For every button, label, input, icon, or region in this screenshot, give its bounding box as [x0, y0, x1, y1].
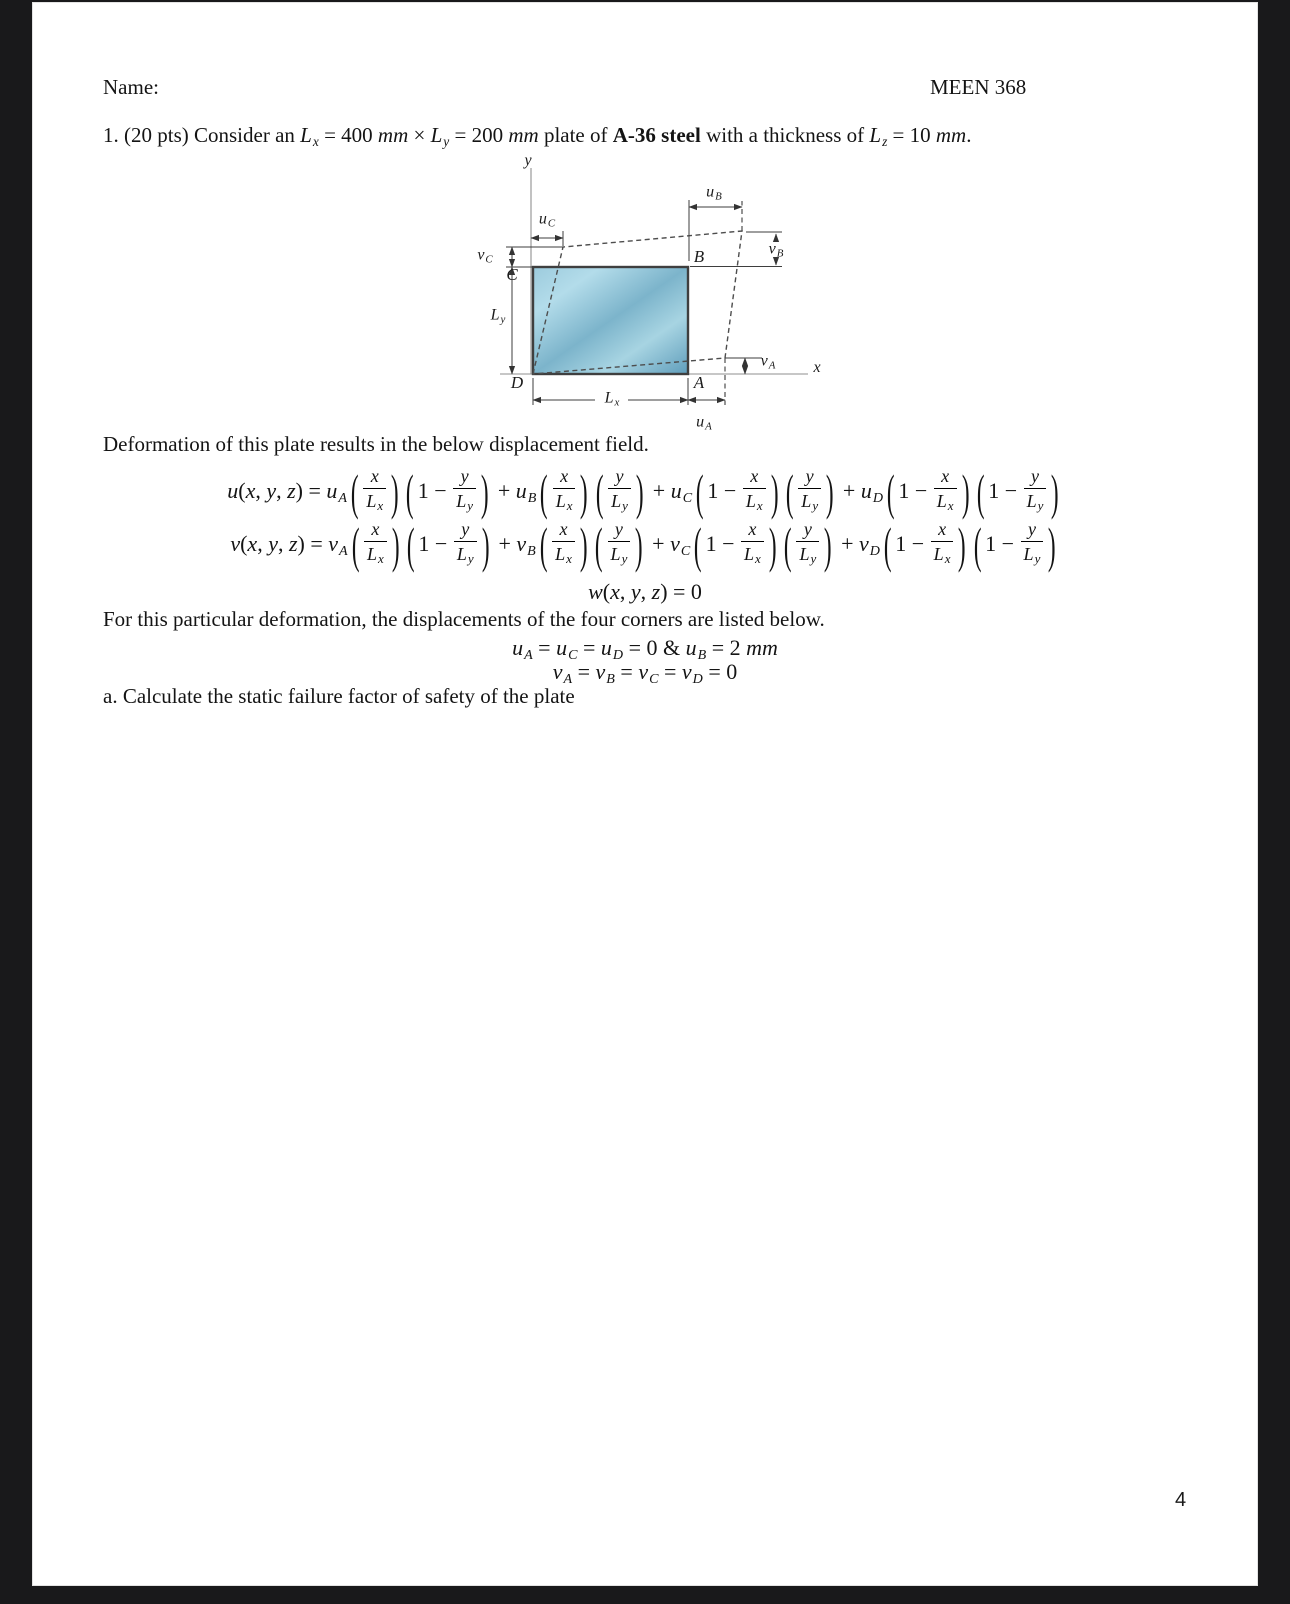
- course-code: MEEN 368: [930, 75, 1027, 99]
- x-axis-label: x: [813, 359, 821, 376]
- problem-statement: 1. (20 pts) Consider an Lx = 400 mm × Ly = 200 mm plate of A-36 steel with a thickness of Lz = 10 mm.: [103, 123, 972, 150]
- plate-deformation-figure: [440, 152, 840, 437]
- displacement-eq-u: u(x, y, z) = uA ( $\frac{x}{L_x}$ ) ( 1 − $\frac{y}{L_y}$ ) + uB ( $\frac{x}{L_x}$ ) ( $\frac{y}{L_y}$ ) + uC ( 1 − $\frac{x}{L_x}$ ) ( $\frac{y}{L_y}$ ) + uD ( 1 − $\frac{x}{L_x}$ ) ( 1 − $\frac{y}{L_y}$ ): [227, 463, 1059, 520]
- document-page: [33, 3, 1257, 1585]
- ly-label: $L_y$: [490, 306, 506, 326]
- uc-label: $u_C$: [538, 210, 556, 230]
- corners-intro: For this particular deformation, the displacements of the four corners are listed below.: [103, 607, 825, 631]
- corner-displacements-v: vA = vB = vC = vD = 0: [552, 659, 738, 688]
- corner-label-d: D: [510, 373, 524, 392]
- corner-label-b: B: [693, 247, 705, 266]
- ua-label: $u_A$: [696, 413, 712, 433]
- va-label: $v_A$: [760, 352, 776, 372]
- corner-displacements-u: uA = uC = uD = 0 & uB = 2 mm: [512, 635, 778, 664]
- page-number: 4: [1175, 1489, 1187, 1511]
- ub-label: $u_B$: [706, 183, 722, 203]
- y-axis-label: y: [524, 152, 532, 169]
- lx-label: $L_x$: [604, 389, 620, 409]
- part-a-question: a. Calculate the static failure factor of safety of the plate: [103, 684, 575, 708]
- corner-label-a: A: [693, 373, 705, 392]
- plate-rect: [533, 267, 688, 374]
- deformation-intro: Deformation of this plate results in the below displacement field.: [103, 432, 649, 456]
- name-label: Name:: [103, 75, 159, 99]
- displacement-eq-w: w(x, y, z) = 0: [588, 579, 702, 604]
- corner-label-c: C: [506, 265, 518, 284]
- vb-label: $v_B$: [768, 240, 784, 260]
- displacement-eq-v: v(x, y, z) = vA ( $\frac{x}{L_x}$ ) ( 1 − $\frac{y}{L_y}$ ) + vB ( $\frac{x}{L_x}$ ) ( $\frac{y}{L_y}$ ) + vC ( 1 − $\frac{x}{L_x}$ ) ( $\frac{y}{L_y}$ ) + vD ( 1 − $\frac{x}{L_x}$ ) ( 1 − $\frac{y}{L_y}$ ): [230, 516, 1056, 573]
- figure-canvas: [440, 152, 840, 437]
- vc-label: $v_C$: [477, 246, 493, 266]
